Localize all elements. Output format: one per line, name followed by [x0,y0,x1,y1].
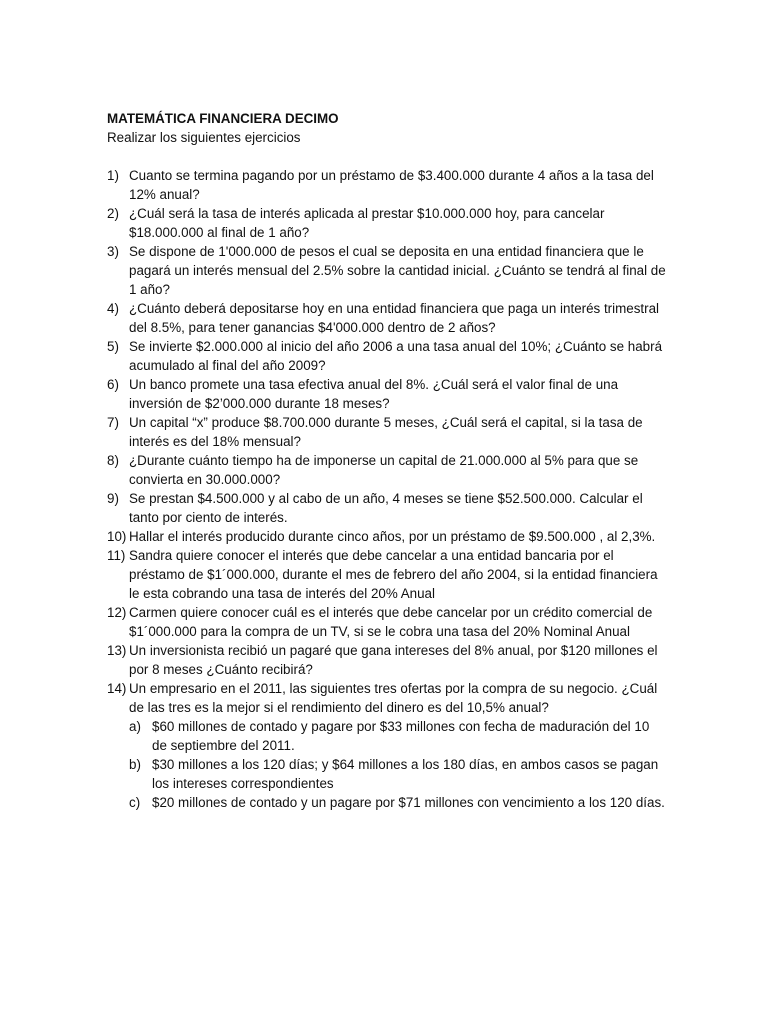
exercise-item [107,603,667,641]
sub-exercise-letter: c) [129,795,141,810]
exercise-item [107,679,667,812]
exercise-number: 6) [107,377,119,392]
exercise-item [107,451,667,489]
exercise-number: 14) [107,681,127,696]
sub-exercise-text: $20 millones de contado y un pagare por $71 millones con vencimiento a los 120 días. [152,795,665,810]
document-subtitle: Realizar los siguientes ejercicios [107,130,301,145]
exercise-text: Un inversionista recibió un pagaré que gana intereses del 8% anual, por $120 millones el por 8 meses ¿Cuánto recibirá? [129,643,658,677]
sub-exercise-text: $30 millones a los 120 días; y $64 millones a los 180 días, en ambos casos se pagan los intereses correspondientes [152,757,659,791]
exercise-number: 9) [107,491,119,506]
sub-exercise-letter: b) [129,757,141,772]
exercise-text: Hallar el interés producido durante cinco años, por un préstamo de $9.500.000 , al 2,3%. [129,529,656,544]
exercise-item [107,527,667,546]
exercise-number: 11) [107,548,126,563]
exercise-item [107,413,667,451]
exercise-text: Un banco promete una tasa efectiva anual del 8%. ¿Cuál será el valor final de una inversión de $2’000.000 durante 18 meses? [129,377,619,411]
exercise-text: Se prestan $4.500.000 y al cabo de un año, 4 meses se tiene $52.500.000. Calcular el tanto por ciento de interés. [129,491,643,525]
document-page [107,109,667,812]
sub-exercise-item [129,793,667,812]
exercise-item [107,204,667,242]
exercise-item [107,299,667,337]
exercise-item [107,641,667,679]
sub-exercise-letter: a) [129,719,141,734]
exercise-item [107,375,667,413]
exercise-number: 10) [107,529,127,544]
exercise-text: ¿Durante cuánto tiempo ha de imponerse un capital de 21.000.000 al 5% para que se convierta en 30.000.000? [129,453,639,487]
sub-exercise-item [129,755,667,793]
document-title: MATEMÁTICA FINANCIERA DECIMO [107,111,339,126]
exercise-text: ¿Cuánto deberá depositarse hoy en una entidad financiera que paga un interés trimestral del 8.5%, para tener ganancias $4'000.000 dentro de 2 años? [129,301,660,335]
exercise-text: ¿Cuál será la tasa de interés aplicada al prestar $10.000.000 hoy, para cancelar $18.000.000 al final de 1 año? [129,206,605,240]
exercise-item [107,337,667,375]
exercise-number: 3) [107,244,119,259]
exercise-item [107,489,667,527]
exercise-number: 1) [107,168,119,183]
sub-exercise-list [129,717,667,812]
exercise-text: Cuanto se termina pagando por un préstamo de $3.400.000 durante 4 años a la tasa del 12% anual? [129,168,654,202]
exercise-text: Carmen quiere conocer cuál es el interés que debe cancelar por un crédito comercial de $1´000.000 para la compra de un TV, si se le cobra una tasa del 20% Nominal Anual [129,605,653,639]
exercise-number: 13) [107,643,127,658]
sub-exercise-text: $60 millones de contado y pagare por $33 millones con fecha de maduración del 10 de septiembre del 2011. [152,719,650,753]
exercise-list [107,166,667,812]
exercise-number: 2) [107,206,119,221]
exercise-number: 5) [107,339,119,354]
exercise-number: 8) [107,453,119,468]
exercise-text: Sandra quiere conocer el interés que debe cancelar a una entidad bancaria por el préstamo de $1´000.000, durante el mes de febrero del año 2004, si la entidad financiera le esta cobrando una tasa de interés del 20% Anual [129,548,658,601]
exercise-item [107,546,667,603]
exercise-item [107,242,667,299]
sub-exercise-item [129,717,667,755]
exercise-number: 12) [107,605,127,620]
exercise-text: Un capital “x” produce $8.700.000 durante 5 meses, ¿Cuál será el capital, si la tasa de interés es del 18% mensual? [129,415,643,449]
exercise-text: Se invierte $2.000.000 al inicio del año 2006 a una tasa anual del 10%; ¿Cuánto se habrá acumulado al final del año 2009? [129,339,663,373]
exercise-number: 7) [107,415,119,430]
exercise-item [107,166,667,204]
exercise-text: Se dispone de 1'000.000 de pesos el cual se deposita en una entidad financiera que le pagará un interés mensual del 2.5% sobre la cantidad inicial. ¿Cuánto se tendrá al final de 1 año? [129,244,666,297]
exercise-text: Un empresario en el 2011, las siguientes tres ofertas por la compra de su negocio. ¿Cuál de las tres es la mejor si el rendimiento del dinero es del 10,5% anual? [129,681,658,715]
exercise-number: 4) [107,301,119,316]
